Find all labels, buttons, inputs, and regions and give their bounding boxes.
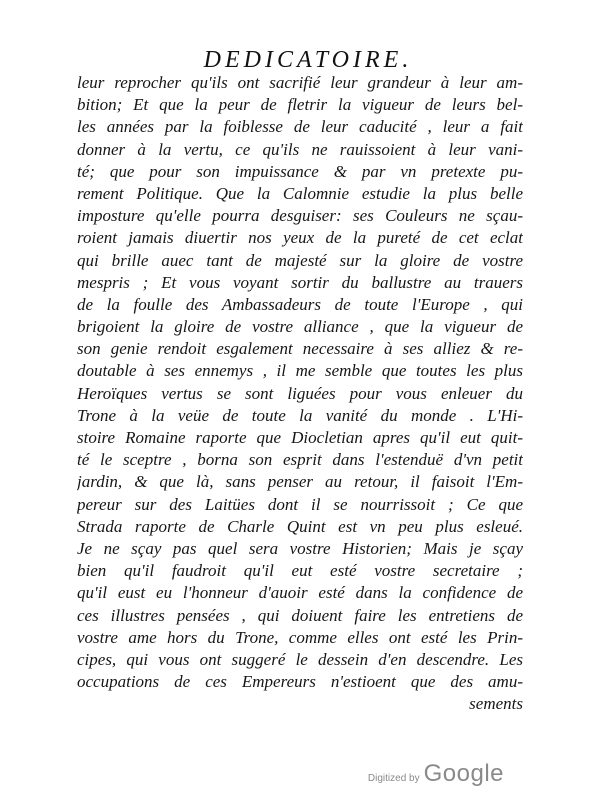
text-line: les années par la foiblesse de leur caducité , leur a fait — [77, 117, 523, 137]
text-line: stoire Romaine raporte que Diocletian apres qu'il eut quit- — [77, 428, 523, 447]
text-line: pereur sur des Laitües dont il se nourrissoit ; Ce que — [77, 494, 523, 514]
text-line: qu'il eust eu l'honneur d'auoir esté dans la confidence de — [77, 583, 523, 603]
text-line: Trone à la veüe de toute la vanité du monde . L'Hi- — [77, 405, 523, 425]
digitized-by-watermark — [368, 760, 504, 788]
text-line: mespris ; Et vous voyant sortir du ballustre au trauers — [77, 272, 523, 292]
text-line: bition; Et que la peur de fletrir la vigueur de leurs bel- — [77, 95, 523, 115]
text-line: té le sceptre , borna son esprit dans l'estenduë d'vn petit — [77, 450, 523, 470]
text-line: vostre ame hors du Trone, comme elles ont esté les Prin- — [77, 627, 523, 647]
text-line: Je ne sçay pas quel sera vostre Historien; Mais je sçay — [77, 538, 523, 558]
text-line: qui brille auec tant de majesté sur la gloire de vostre — [77, 250, 523, 270]
text-line: brigoient la gloire de vostre alliance , que la vigueur de — [77, 317, 523, 337]
text-line: bien qu'il faudroit qu'il eut esté vostre secretaire ; — [77, 561, 523, 581]
google-logo: Google — [423, 760, 504, 787]
text-line: té; que pour son impuissance & par vn pretexte pu- — [77, 161, 523, 181]
text-line: occupations de ces Empereurs n'estioent que des amu- — [77, 672, 523, 692]
text-line: imposture qu'elle pourra desguiser: ses Couleurs ne sçau- — [77, 206, 523, 226]
text-line: Strada raporte de Charle Quint est vn peu plus esleué. — [77, 516, 523, 536]
text-line: donner à la vertu, ce qu'ils ne rauissoient à leur vani- — [77, 139, 523, 159]
body-text — [77, 72, 523, 715]
text-line: cipes, qui vous ont suggeré le dessein d'en descendre. Les — [77, 649, 523, 669]
text-line: doutable à ses ennemys , il me semble que toutes les plus — [77, 361, 523, 381]
text-line: son genie rendoit esgalement necessaire à ses alliez & re- — [77, 339, 523, 359]
catchword: sements — [469, 694, 523, 714]
text-line: roient jamais diuertir nos yeux de la pureté de cet eclat — [77, 228, 523, 248]
text-line: ces illustres pensées , qui doiuent faire les entretiens de — [77, 605, 523, 625]
text-line: rement Politique. Que la Calomnie estudie la plus belle — [77, 183, 523, 203]
text-line: jardin, & que là, sans penser au retour, il faisoit l'Em- — [77, 472, 523, 492]
text-line: Heroïques vertus se sont liguées pour vous enleuer du — [77, 383, 523, 403]
running-title: DEDICATOIRE. — [203, 47, 413, 73]
watermark-prefix: Digitized by — [367, 773, 420, 784]
text-line: de la foulle des Ambassadeurs de toute l'Europe , qui — [77, 294, 523, 314]
text-line: leur reprocher qu'ils ont sacrifié leur grandeur à leur am- — [77, 73, 523, 92]
